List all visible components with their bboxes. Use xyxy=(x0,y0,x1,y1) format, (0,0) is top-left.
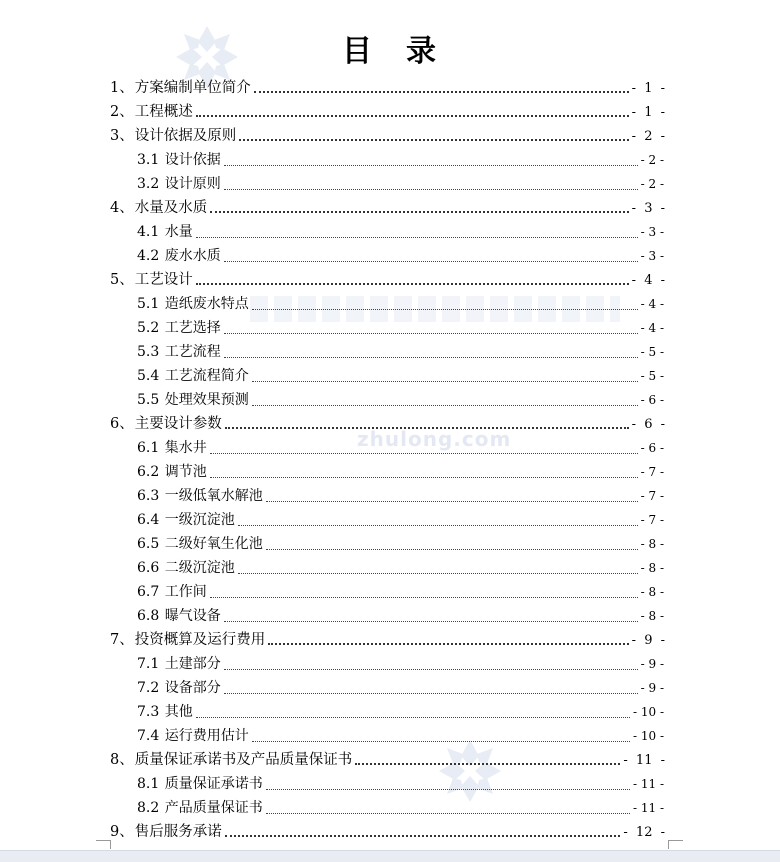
toc-entry-title xyxy=(137,172,221,196)
toc-entry-number: 7.4 xyxy=(137,728,164,744)
toc-entry-number: 4、 xyxy=(110,200,134,216)
dot-leader xyxy=(210,211,628,213)
toc-entry[interactable] xyxy=(110,76,665,100)
dot-leader xyxy=(266,789,630,790)
page-margin-mark xyxy=(668,840,683,849)
toc-entry[interactable] xyxy=(137,436,664,460)
toc-entry-number: 8.2 xyxy=(137,800,164,816)
toc-entry-number: 6、 xyxy=(110,416,134,432)
toc-entry-page: - 8 - xyxy=(640,561,664,575)
toc-entry-title xyxy=(137,484,263,508)
toc-entry[interactable] xyxy=(110,124,665,148)
toc-entry-label: 设计依据及原则 xyxy=(134,128,237,144)
toc-entry-label: 质量保证承诺书 xyxy=(164,776,263,792)
dot-leader xyxy=(266,501,638,502)
toc-entry-page: - 3 - xyxy=(640,249,664,263)
toc-entry[interactable] xyxy=(110,100,665,124)
toc-entry-page: - 2 - xyxy=(640,153,664,167)
toc-entry-number: 5.5 xyxy=(137,392,164,408)
toc-entry-title xyxy=(137,436,207,460)
page-gap-strip xyxy=(0,850,780,862)
toc-entry[interactable] xyxy=(110,748,665,772)
toc-entry-title xyxy=(137,220,193,244)
toc-entry-number: 7.3 xyxy=(137,704,164,720)
toc-entry-page: - 8 - xyxy=(640,609,664,623)
toc-entry-number: 3.2 xyxy=(137,176,164,192)
toc-entry-title xyxy=(137,532,263,556)
toc-entry-label: 一级低氧水解池 xyxy=(164,488,263,504)
toc-entry-number: 7.2 xyxy=(137,680,164,696)
dot-leader xyxy=(252,381,638,382)
dot-leader xyxy=(224,261,638,262)
toc-entry[interactable] xyxy=(137,676,664,700)
toc-entry-number: 8.1 xyxy=(137,776,164,792)
toc-entry-number: 8、 xyxy=(110,752,134,768)
toc-entry-page: - 8 - xyxy=(640,585,664,599)
toc-entry-label: 造纸废水特点 xyxy=(164,296,249,312)
toc-entry-title xyxy=(110,748,352,772)
toc-entry-label: 产品质量保证书 xyxy=(164,800,263,816)
dot-leader xyxy=(238,525,638,526)
toc-entry-label: 其他 xyxy=(164,704,193,720)
toc-entry-label: 运行费用估计 xyxy=(164,728,249,744)
toc-entry-number: 3.1 xyxy=(137,152,164,168)
toc-entry-title xyxy=(137,508,235,532)
toc-entry-page: - 3 - xyxy=(631,201,665,216)
toc-entry-page: - 4 - xyxy=(640,297,664,311)
toc-entry-title xyxy=(137,340,221,364)
toc-entry[interactable] xyxy=(137,292,664,316)
toc-entry-label: 曝气设备 xyxy=(164,608,221,624)
toc-entry-title xyxy=(137,700,193,724)
toc-entry[interactable] xyxy=(110,820,665,844)
toc-entry-number: 7.1 xyxy=(137,656,164,672)
toc-entry-number: 6.3 xyxy=(137,488,164,504)
dot-leader xyxy=(355,763,620,765)
toc-entry-title xyxy=(110,124,236,148)
toc-entry[interactable] xyxy=(137,580,664,604)
toc-entry-number: 5.3 xyxy=(137,344,164,360)
dot-leader xyxy=(239,139,628,141)
toc-entry-title xyxy=(110,820,222,844)
toc-entry-number: 1、 xyxy=(110,80,134,96)
toc-entry-page: - 9 - xyxy=(640,657,664,671)
toc-entry[interactable] xyxy=(137,532,664,556)
toc-entry[interactable] xyxy=(137,340,664,364)
toc-entry[interactable] xyxy=(137,508,664,532)
toc-entry-page: - 7 - xyxy=(640,513,664,527)
dot-leader xyxy=(224,165,638,166)
dot-leader xyxy=(224,669,638,670)
toc-entry-number: 4.1 xyxy=(137,224,164,240)
toc-entry-label: 工艺流程 xyxy=(164,344,221,360)
toc-entry-label: 处理效果预测 xyxy=(164,392,249,408)
toc-entry-title xyxy=(137,580,207,604)
toc-entry-label: 投资概算及运行费用 xyxy=(134,632,266,648)
toc-entry-page: - 1 - xyxy=(631,105,665,120)
toc-entry-number: 5.1 xyxy=(137,296,164,312)
toc-entry-title xyxy=(110,268,193,292)
toc-entry-number: 9、 xyxy=(110,824,134,840)
toc-entry-number: 3、 xyxy=(110,128,134,144)
toc-entry[interactable] xyxy=(137,484,664,508)
dot-leader xyxy=(196,717,630,718)
toc-entry-number: 4.2 xyxy=(137,248,164,264)
toc-entry-title xyxy=(137,460,207,484)
toc-entry-page: - 6 - xyxy=(640,441,664,455)
dot-leader xyxy=(210,477,638,478)
toc-entry-page: - 9 - xyxy=(640,681,664,695)
toc-entry-title xyxy=(137,676,221,700)
toc-entry-label: 水量及水质 xyxy=(134,200,208,216)
toc-entry-title xyxy=(137,388,249,412)
toc-entry-page: - 11 - xyxy=(632,777,664,791)
toc-entry-label: 方案编制单位简介 xyxy=(134,80,251,96)
toc-entry-label: 土建部分 xyxy=(164,656,221,672)
toc-entry[interactable] xyxy=(137,172,664,196)
toc-entry-label: 售后服务承诺 xyxy=(134,824,222,840)
toc-entry[interactable] xyxy=(137,652,664,676)
dot-leader xyxy=(210,597,638,598)
toc-entry-title xyxy=(110,76,251,100)
toc-entry-number: 6.2 xyxy=(137,464,164,480)
toc-entry-title xyxy=(137,316,221,340)
toc-entry-page: - 11 - xyxy=(632,801,664,815)
toc-entry[interactable] xyxy=(137,724,664,748)
toc-entry-title xyxy=(137,772,263,796)
toc-entry-number: 6.8 xyxy=(137,608,164,624)
toc-entry-title xyxy=(110,100,193,124)
dot-leader xyxy=(252,741,630,742)
dot-leader xyxy=(254,91,629,93)
toc-entry-title xyxy=(110,412,222,436)
dot-leader xyxy=(252,309,638,310)
toc-entry-number: 6.1 xyxy=(137,440,164,456)
toc-entry-number: 6.4 xyxy=(137,512,164,528)
toc-entry[interactable] xyxy=(110,628,665,652)
toc-entry[interactable] xyxy=(137,220,664,244)
toc-entry-page: - 2 - xyxy=(631,129,665,144)
toc-entry-page: - 10 - xyxy=(632,729,664,743)
dot-leader xyxy=(210,453,638,454)
toc-entry-page: - 9 - xyxy=(631,633,665,648)
toc-entry-label: 工作间 xyxy=(164,584,207,600)
toc-entry-number: 5、 xyxy=(110,272,134,288)
dot-leader xyxy=(196,283,629,285)
toc-entry[interactable] xyxy=(110,196,665,220)
toc-entry-number: 5.4 xyxy=(137,368,164,384)
dot-leader xyxy=(238,573,638,574)
dot-leader xyxy=(224,693,638,694)
toc-entry-number: 5.2 xyxy=(137,320,164,336)
toc-entry-title xyxy=(137,796,263,820)
toc-entry-number: 7、 xyxy=(110,632,134,648)
toc-entry-label: 水量 xyxy=(164,224,193,240)
page-title: 目 录 xyxy=(342,34,438,70)
toc-entry[interactable] xyxy=(137,244,664,268)
toc-entry[interactable] xyxy=(137,604,664,628)
toc-entry-label: 设计依据 xyxy=(164,152,221,168)
dot-leader xyxy=(266,813,630,814)
toc-entry-page: - 7 - xyxy=(640,489,664,503)
dot-leader xyxy=(224,357,638,358)
dot-leader xyxy=(224,333,638,334)
toc-entry-number: 6.7 xyxy=(137,584,164,600)
toc-entry-label: 二级好氧生化池 xyxy=(164,536,263,552)
toc-entry[interactable] xyxy=(137,316,664,340)
toc-entry-page: - 5 - xyxy=(640,369,664,383)
toc-entry-title xyxy=(110,628,265,652)
toc-entry-page: - 4 - xyxy=(631,273,665,288)
toc-entry-label: 质量保证承诺书及产品质量保证书 xyxy=(134,752,353,768)
toc-entry[interactable] xyxy=(137,772,664,796)
toc-entry[interactable] xyxy=(137,388,664,412)
watermark-text: zhulong.com xyxy=(357,427,512,451)
toc-entry-number: 2、 xyxy=(110,104,134,120)
toc-entry-page: - 7 - xyxy=(640,465,664,479)
toc-entry[interactable] xyxy=(137,796,664,820)
toc-entry-page: - 3 - xyxy=(640,225,664,239)
toc-entry-label: 一级沉淀池 xyxy=(164,512,235,528)
toc-entry-title xyxy=(137,244,221,268)
dot-leader xyxy=(266,549,638,550)
toc-entry-page: - 6 - xyxy=(631,417,665,432)
toc-entry-label: 废水水质 xyxy=(164,248,221,264)
toc-entry[interactable] xyxy=(110,268,665,292)
toc-entry-page: - 8 - xyxy=(640,537,664,551)
dot-leader xyxy=(196,237,638,238)
dot-leader xyxy=(225,835,621,837)
toc-entry-label: 调节池 xyxy=(164,464,207,480)
toc-entry[interactable] xyxy=(110,412,665,436)
toc-entry-label: 工艺设计 xyxy=(134,272,193,288)
toc-entry-label: 二级沉淀池 xyxy=(164,560,235,576)
toc-entry-title xyxy=(137,604,221,628)
dot-leader xyxy=(252,405,638,406)
toc-entry-label: 集水井 xyxy=(164,440,207,456)
toc-entry-title xyxy=(137,364,249,388)
toc-entry-page: - 11 - xyxy=(623,753,665,768)
toc-entry-page: - 10 - xyxy=(632,705,664,719)
toc-entry[interactable] xyxy=(137,700,664,724)
toc-entry-number: 6.5 xyxy=(137,536,164,552)
toc-entry[interactable] xyxy=(137,460,664,484)
toc-entry-label: 设计原则 xyxy=(164,176,221,192)
toc-entry-title xyxy=(137,652,221,676)
toc-entry-label: 工艺流程简介 xyxy=(164,368,249,384)
toc-entry-page: - 4 - xyxy=(640,321,664,335)
toc-entry-title xyxy=(137,292,249,316)
dot-leader xyxy=(196,115,629,117)
toc-entry-label: 工程概述 xyxy=(134,104,193,120)
toc-entry-page: - 12 - xyxy=(623,825,665,840)
toc-entry[interactable] xyxy=(137,148,664,172)
toc-entry-title xyxy=(137,724,249,748)
toc-entry-page: - 5 - xyxy=(640,345,664,359)
toc-entry-page: - 2 - xyxy=(640,177,664,191)
toc-entry-page: - 6 - xyxy=(640,393,664,407)
dot-leader xyxy=(225,427,629,429)
toc-entry-label: 设备部分 xyxy=(164,680,221,696)
toc-entry-page: - 1 - xyxy=(631,81,665,96)
page-margin-mark xyxy=(96,840,111,849)
dot-leader xyxy=(224,189,638,190)
toc-entry[interactable] xyxy=(137,364,664,388)
dot-leader xyxy=(268,643,628,645)
toc-entry-title xyxy=(110,196,207,220)
toc-entry-title xyxy=(137,148,221,172)
toc-entry-title xyxy=(137,556,235,580)
dot-leader xyxy=(224,621,638,622)
toc-entry-label: 工艺选择 xyxy=(164,320,221,336)
toc-entry[interactable] xyxy=(137,556,664,580)
toc-entry-number: 6.6 xyxy=(137,560,164,576)
toc-entry-label: 主要设计参数 xyxy=(134,416,222,432)
